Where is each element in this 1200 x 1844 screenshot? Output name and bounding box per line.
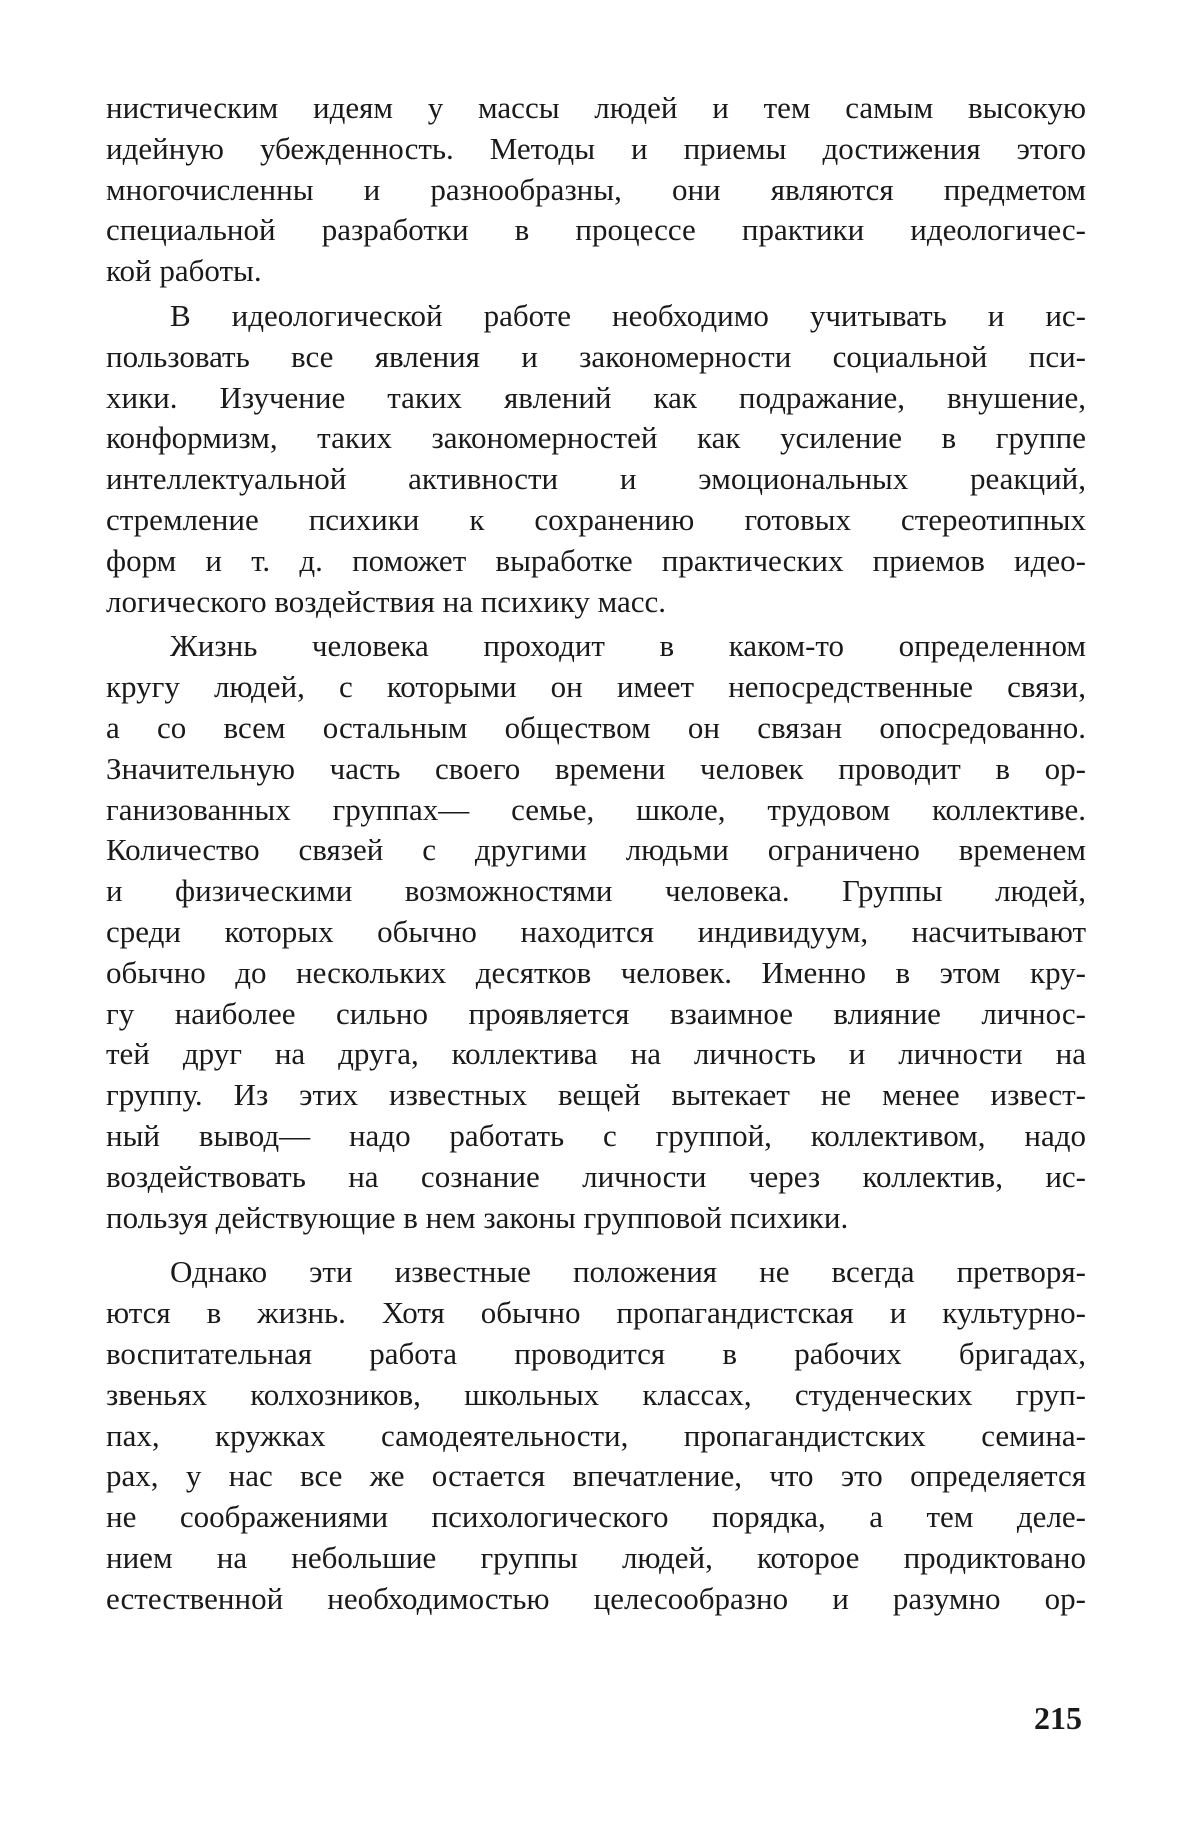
text-line: воспитательная работа проводится в рабочих бригадах,: [106, 1335, 1086, 1371]
text-line: кой работы.: [106, 253, 262, 289]
text-line: пах, кружках самодеятельности, пропагандистских семина-: [106, 1417, 1086, 1453]
text-line: воздействовать на сознание личности через коллектив, ис-: [106, 1158, 1086, 1194]
text-line: гу наиболее сильно проявляется взаимное влияние личнос-: [106, 995, 1086, 1031]
text-line: а со всем остальным обществом он связан опосредованно.: [106, 709, 1086, 745]
paragraph-3: [106, 626, 1086, 1238]
text-line: специальной разработки в процессе практики идеологичес-: [106, 212, 1086, 248]
text-line: звеньях колхозников, школьных классах, студенческих груп-: [106, 1376, 1086, 1412]
paragraph-2: [106, 296, 1086, 622]
text-line: нистическим идеям у массы людей и тем самым высокую: [106, 90, 1086, 125]
text-line: пользовать все явления и закономерности социальной пси-: [106, 338, 1086, 374]
text-line: естественной необходимостью целесообразно и разумно ор-: [106, 1580, 1086, 1616]
body-text: [106, 88, 1086, 1619]
text-line: стремление психики к сохранению готовых стереотипных: [106, 501, 1086, 537]
text-line: ный вывод— надо работать с группой, коллективом, надо: [106, 1117, 1086, 1153]
text-line: обычно до нескольких десятков человек. Именно в этом кру-: [106, 954, 1086, 990]
text-line: форм и т. д. поможет выработке практических приемов идео-: [106, 542, 1086, 578]
text-line: нием на небольшие группы людей, которое продиктовано: [106, 1539, 1086, 1575]
text-line: хики. Изучение таких явлений как подражание, внушение,: [106, 379, 1086, 415]
paragraph-4: [106, 1252, 1086, 1619]
text-line: среди которых обычно находится индивидуум, насчитывают: [106, 913, 1086, 949]
text-line: Значительную часть своего времени человек проводит в ор-: [106, 750, 1086, 786]
text-line: Количество связей с другими людьми ограничено временем: [106, 832, 1086, 868]
text-line: рах, у нас все же остается впечатление, что это определяется: [106, 1458, 1086, 1494]
page-number: 215: [1034, 1700, 1082, 1736]
text-line: тей друг на друга, коллектива на личность и личности на: [106, 1036, 1086, 1072]
text-line: группу. Из этих известных вещей вытекает не менее извест-: [106, 1077, 1086, 1113]
text-line: Жизнь человека проходит в каком-то определенном: [170, 628, 1086, 664]
text-line: ганизованных группах— семье, школе, трудовом коллективе.: [106, 791, 1086, 827]
text-line: идейную убежденность. Методы и приемы достижения этого: [106, 130, 1086, 166]
text-line: пользуя действующие в нем законы групповой психики.: [106, 1199, 849, 1235]
paragraph-1: [106, 88, 1086, 292]
text-line: не соображениями психологического порядка, а тем деле-: [106, 1499, 1086, 1535]
text-line: В идеологической работе необходимо учитывать и ис-: [170, 297, 1086, 333]
text-line: Однако эти известные положения не всегда претворя-: [170, 1254, 1086, 1290]
text-line: конформизм, таких закономерностей как усиление в группе: [106, 420, 1086, 456]
text-line: логического воздействия на психику масс.: [106, 583, 667, 619]
text-line: многочисленны и разнообразны, они являются предметом: [106, 171, 1086, 207]
text-line: ются в жизнь. Хотя обычно пропагандистская и культурно-: [106, 1295, 1086, 1331]
text-line: интеллектуальной активности и эмоциональных реакций,: [106, 461, 1086, 497]
text-line: и физическими возможностями человека. Группы людей,: [106, 873, 1086, 909]
text-line: кругу людей, с которыми он имеет непосредственные связи,: [106, 669, 1086, 705]
